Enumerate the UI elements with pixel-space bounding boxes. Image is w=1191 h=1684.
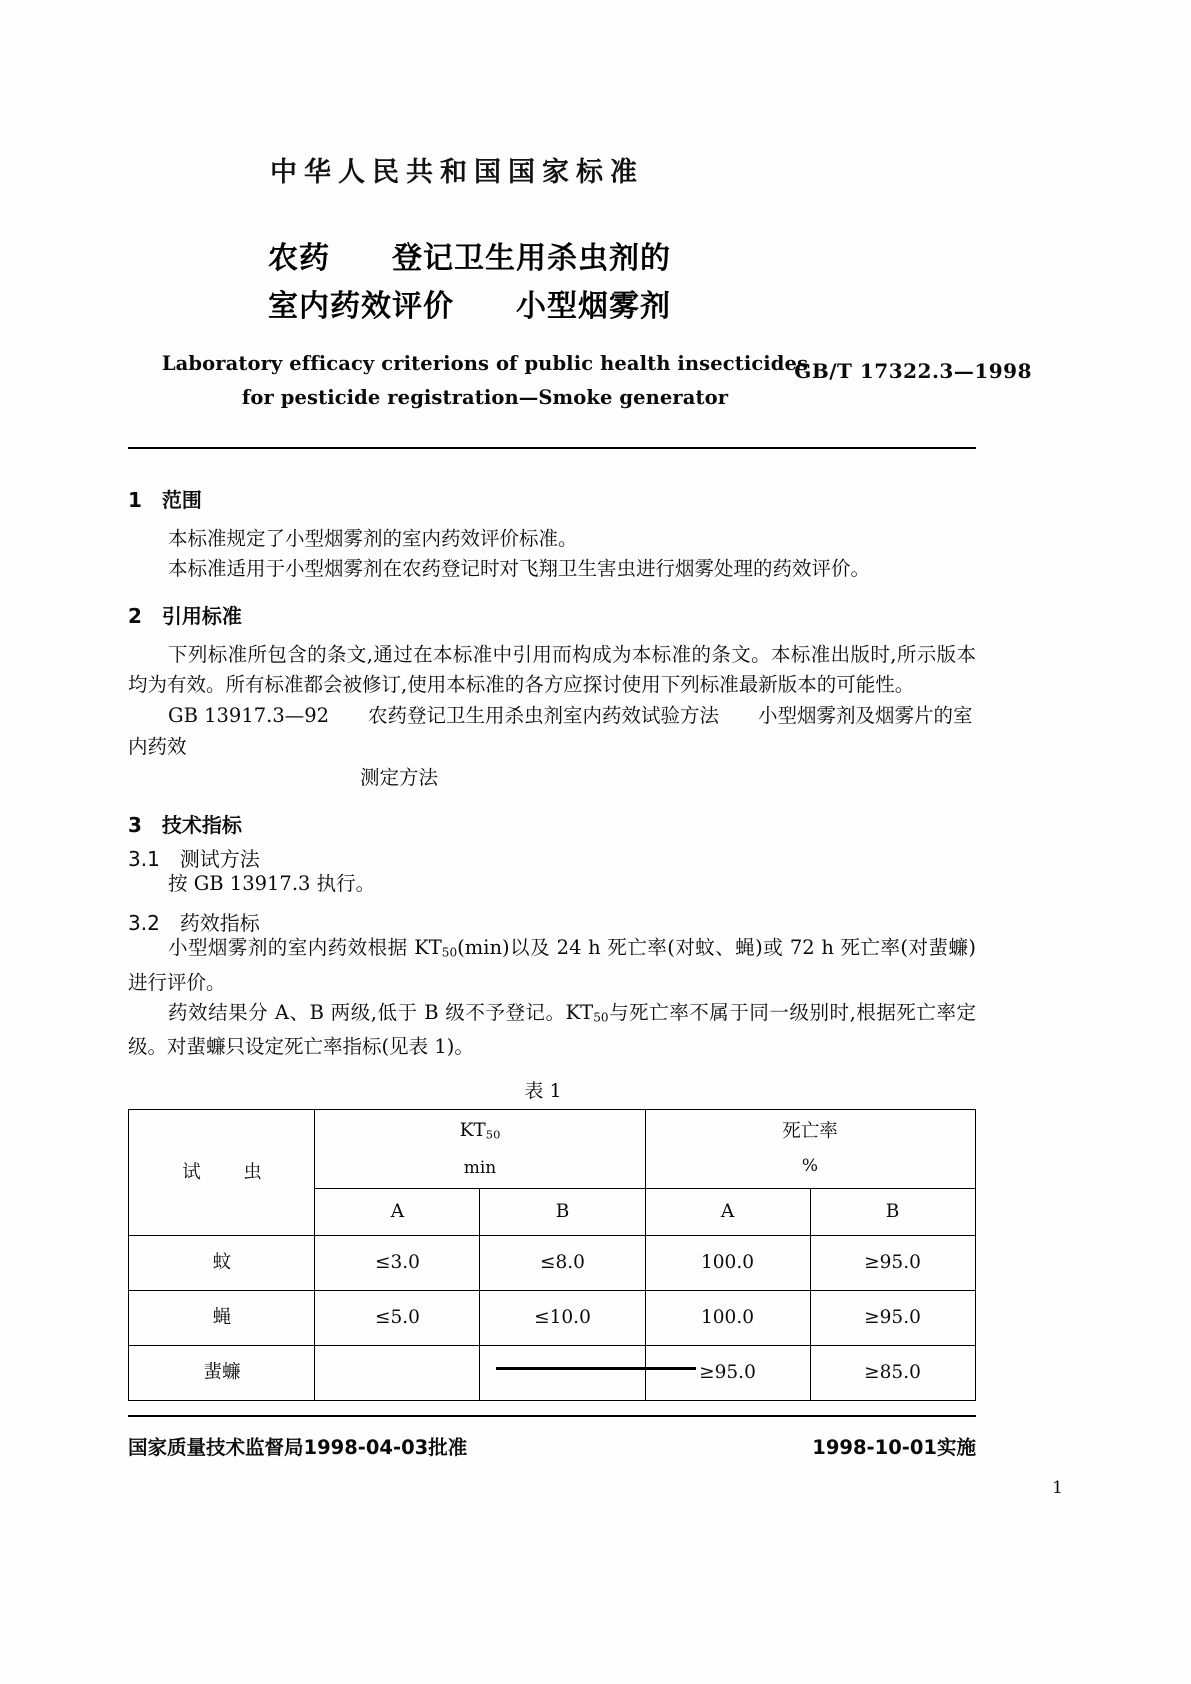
table-caption: 表 1 xyxy=(524,1080,562,1103)
header-divider-rule xyxy=(128,447,976,449)
cell-kt50-b: ≤10.0 xyxy=(480,1291,645,1346)
section-3-2-paragraph-2 xyxy=(128,998,976,1063)
column-header-kt50-grade-b: B xyxy=(480,1189,645,1236)
column-header-mortality-grade-b: B xyxy=(810,1189,975,1236)
column-header-kt50-grade-a: A xyxy=(315,1189,480,1236)
section-2-heading: 2 引用标准 xyxy=(128,604,242,628)
cell-mortality-b: ≥95.0 xyxy=(810,1236,975,1291)
column-header-kt50 xyxy=(315,1110,645,1189)
referenced-standard-line-2: 测定方法 xyxy=(360,766,439,789)
section-3-2-heading: 3.2 药效指标 xyxy=(128,911,260,935)
cell-mortality-a: ≥95.0 xyxy=(645,1346,810,1401)
document-title-cn-line1: 农药 登记卫生用杀虫剂的 xyxy=(268,241,671,276)
section-3-heading: 3 技术指标 xyxy=(128,813,242,837)
s32-p2-part-a: 药效结果分 A、B 两级,低于 B 级不予登记。KT xyxy=(168,1000,594,1024)
end-of-text-rule xyxy=(496,1367,696,1370)
kt50-unit: min xyxy=(463,1158,497,1179)
document-footer xyxy=(128,1432,976,1460)
page-number: 1 xyxy=(1052,1478,1063,1498)
section-3-2-paragraph-1 xyxy=(128,933,976,998)
table-head xyxy=(129,1110,975,1236)
cell-insect: 蚊 xyxy=(129,1236,315,1291)
mortality-label: 死亡率 xyxy=(782,1121,838,1143)
table-row xyxy=(129,1236,975,1291)
cell-insect: 蝇 xyxy=(129,1291,315,1346)
efficacy-criteria-table xyxy=(128,1109,975,1401)
document-title-cn-line2: 室内药效评价 小型烟雾剂 xyxy=(268,289,671,324)
kt50-subscript: 50 xyxy=(485,1127,501,1142)
cell-kt50-a xyxy=(315,1346,480,1401)
cell-kt50-b: ≤8.0 xyxy=(480,1236,645,1291)
s32-p2-part-b: 与死亡率不属于同一级别时,根据死亡率定级。对蜚蠊只设定死亡率指标(见表 1)。 xyxy=(128,1000,977,1059)
cell-mortality-a: 100.0 xyxy=(645,1236,810,1291)
column-header-mortality xyxy=(645,1110,975,1189)
kt50-label-wrap xyxy=(315,1114,644,1152)
document-title-en-line2: for pesticide registration—Smoke generator xyxy=(241,386,729,409)
approval-statement: 国家质量技术监督局1998-04-03批准 xyxy=(128,1436,468,1459)
footer-divider-rule xyxy=(128,1415,976,1417)
section-3-1-heading: 3.1 测试方法 xyxy=(128,847,260,871)
section-3-1-paragraph-1: 按 GB 13917.3 执行。 xyxy=(168,872,376,895)
section-2-paragraph-1: 下列标准所包含的条文,通过在本标准中引用而构成为本标准的条文。本标准出版时,所示版本均为有效。所有标准都会被修订,使用本标准的各方应探讨使用下列标准最新版本的可能性。 xyxy=(128,643,976,696)
column-header-mortality-grade-a: A xyxy=(645,1189,810,1236)
mortality-unit: % xyxy=(801,1156,819,1177)
cell-mortality-b: ≥95.0 xyxy=(810,1291,975,1346)
national-standard-label: 中华人民共和国国家标准 xyxy=(270,157,644,188)
cell-kt50-b xyxy=(480,1346,645,1401)
table-header-row-1 xyxy=(129,1110,975,1189)
table-body xyxy=(129,1236,975,1401)
s32-p1-part-a: 小型烟雾剂的室内药效根据 KT xyxy=(168,936,442,959)
cell-mortality-b: ≥85.0 xyxy=(810,1346,975,1401)
kt50-label: KT xyxy=(459,1119,486,1141)
standard-number: GB/T 17322.3—1998 xyxy=(794,359,1032,383)
table-row xyxy=(129,1291,975,1346)
column-header-insect: 试 虫 xyxy=(129,1110,315,1236)
cell-kt50-a: ≤3.0 xyxy=(315,1236,480,1291)
document-title-en-line1: Laboratory efficacy criterions of public health insecticides xyxy=(161,352,809,375)
referenced-standard-line-1: GB 13917.3—92 农药登记卫生用杀虫剂室内药效试验方法 小型烟雾剂及烟雾片的室内药效 xyxy=(128,704,973,758)
table-row xyxy=(129,1346,975,1401)
section-1-paragraph-2: 本标准适用于小型烟雾剂在农药登记时对飞翔卫生害虫进行烟雾处理的药效评价。 xyxy=(168,557,871,580)
kt50-subscript: 50 xyxy=(593,1010,609,1025)
s32-p1-part-b: (min)以及 24 h 死亡率(对蚊、蝇)或 72 h 死亡率(对蜚蠊)进行评价。 xyxy=(128,936,976,994)
document-header xyxy=(130,150,1060,415)
document-body xyxy=(128,490,976,1401)
section-1-heading: 1 范围 xyxy=(128,488,202,512)
section-1-paragraph-1: 本标准规定了小型烟雾剂的室内药效评价标准。 xyxy=(168,527,578,550)
cell-mortality-a: 100.0 xyxy=(645,1291,810,1346)
effective-date-statement: 1998-10-01实施 xyxy=(812,1436,976,1459)
cell-kt50-a: ≤5.0 xyxy=(315,1291,480,1346)
kt50-subscript: 50 xyxy=(441,945,458,960)
cell-insect: 蜚蠊 xyxy=(129,1346,315,1401)
